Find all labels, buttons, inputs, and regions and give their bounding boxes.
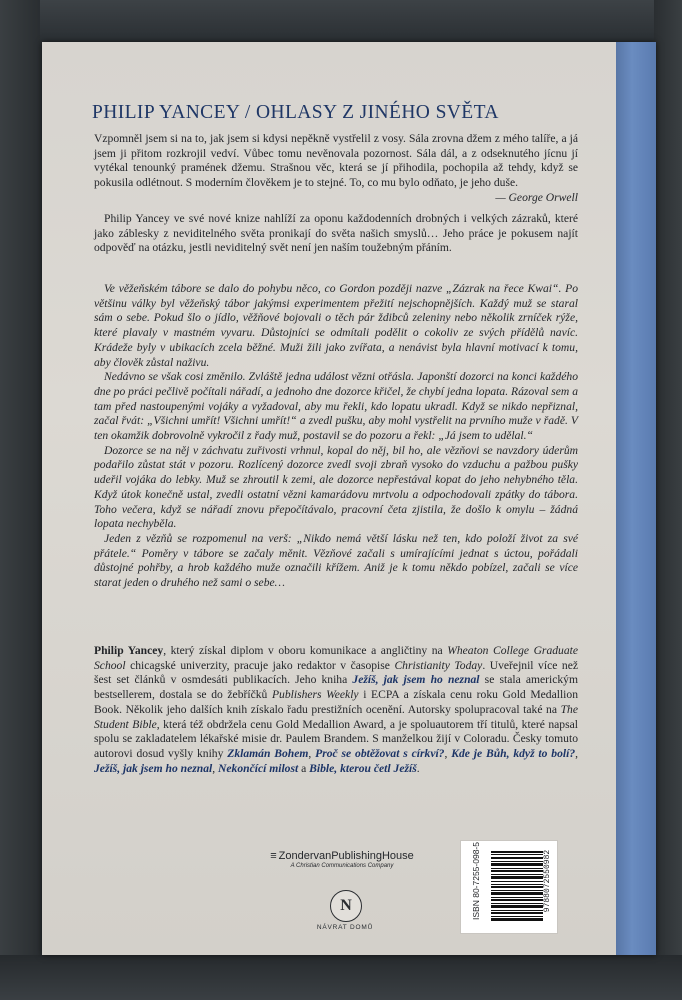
background-left [0, 0, 40, 1000]
background-top [0, 0, 682, 40]
quote-author: — George Orwell [495, 190, 578, 204]
publisher-logo [232, 850, 452, 869]
book-back-cover [42, 42, 656, 955]
navrat-domu-logo: N [330, 890, 362, 922]
navrat-domu-text: NÁVRAT DOMŮ [316, 924, 374, 931]
publisher-name: ZondervanPublishingHouse [278, 850, 414, 862]
background-right [654, 0, 682, 1000]
background-bottom [0, 955, 682, 1000]
excerpt-paragraph-3: Dozorce se na něj v záchvatu zuřivosti vrhnul, kopal do něj, bil ho, ale vězňovi se navzdory úderům podařilo zůstat stát v pozoru. Rozlícený dozorce zvedl svoji zbraň vysoko do vzduchu a pažbou pušky udeřil vojáka do lebky. Muž se zhroutil k zemi, ale dozorce nepřestával kopat do jeho nehybného těla. Když útok konečně ustal, zvedli ostatní vězni kamarádovu mrtvolu a odpochodovali zpátky do tábora. Toho večera, když se nářadí znovu přepočítávalo, pracovní četa zjistila, že došlo k omylu – žádná lopata nechyběla. [94, 443, 578, 531]
barcode-panel [460, 840, 558, 934]
excerpt-block [94, 282, 578, 591]
bio-text: Philip Yancey, který získal diplom v oboru komunikace a angličtiny na Wheaton College Graduate School chicagské univerzity, pracuje jako redaktor v časopise Christianity Today. Uveřejnil více než šest set článků v osmdesáti publikacích. Jeho kniha Ježíš, jak jsem ho neznal se stala americkým bestsellerem, dostala se do žebříčků Publishers Weekly i ECPA a získala cenu roku Gold Medallion Book. Několik jeho dalších knih získalo řadu prestižních ocenění. Autorsky spolupracoval také na The Student Bible, která též obdržela cenu Gold Medallion Award, a je spoluautorem tří titulů, které napsal spolu se zakladatelem lékařské misie dr. Paulem Brandem. S manželkou žijí v Coloradu. Česky tomuto autorovi dosud vyšly knihy Zklamán Bohem, Proč se obtěžovat s církví?, Kde je Bůh, když to bolí?, Ježíš, jak jsem ho neznal, Nekončící milost a Bible, kterou četl Ježíš. [94, 644, 579, 775]
excerpt-paragraph-2: Nedávno se však cosi změnilo. Zvláště jedna událost vězni otřásla. Japonští dozorci na konci každého dne po práci pečlivě počítali nářadí, a jednoho dne dozorce křičel, že chybí jedna lopata. Rázoval sem a tam před nastoupenými vojáky a vyžadoval, aby mu řekli, kdo lopatu ukradl. Když se nikdo nepřiznal, začal řvát: „Všichni umřít! Všichni umřít!“ a zvedl pušku, aby mohl vystřelit na prvního muže v řadě. V ten okamžik dobrovolně vykročil z řady muž, postavil se do pozoru a řekl: „Já jsem to udělal.“ [94, 370, 578, 443]
author-bio [94, 644, 578, 776]
excerpt-paragraph-1: Ve věžeňském tábore se dalo do pohybu něco, co Gordon později nazve „Zázrak na řece Kwai“. Po většinu války byl věžeňský tábor jakýmsi experimentem přežití nejschopnějších. Každý muž se staral sám o sebe. Pokud šlo o jídlo, věžňové bojovali o těch pár ždibců zeleniny nebo několik zrníček rýže, které plavaly v mastném vyvaru. Důstojníci se odmítali podělit o cokoliv ze svých přídělů navíc. Krádeže byly v ubikacích zcela běžné. Muži žili jako zvířata, a nenávist byla hlavní motivací k tomu, aby člověk zůstal naživu. [94, 282, 578, 369]
blue-spine-band [616, 42, 656, 955]
publisher-subtitle: A Christian Communications Company [290, 863, 394, 869]
intro-text: Philip Yancey ve své nové knize nahlíží za oponu každodenních drobných i velkých zázraků, které jako záblesky z neviditelného světa pronikají do světa našich smyslů… Jeho práce je pokusem najít odpověď na otázku, jestli neviditelný svět není jen naším toužebným přáním. [94, 212, 578, 255]
intro-block [94, 212, 578, 256]
excerpt-paragraph-4: Jeden z vězňů se rozpomenul na verš: „Nikdo nemá větší lásku než ten, kdo položí život za své přátele.“ Poměry v tábore se začaly měnit. Vězňové začali s umírajícími jednat s úctou, pořádali důstojné pohřby, a hrob každého muže označili křížem. Aniž je k tomu někdo pobízel, začali se více starat jeden o druhého než sami o sebe… [94, 531, 578, 590]
isbn-text: ISBN 80-7255-098-5 [471, 842, 481, 920]
quote-block [94, 132, 578, 206]
barcode-number: 9788072550982 [543, 849, 552, 913]
zondervan-mark-icon: ≡ [270, 850, 277, 862]
barcode-bars [491, 851, 543, 921]
book-title: PHILIP YANCEY / OHLASY Z JINÉHO SVĚTA [92, 102, 499, 123]
quote-text: Vzpomněl jsem si na to, jak jsem si kdysi nepěkně vystřelil z vosy. Sála zrovna džem z mého talíře, a já jsem ji přitom rozkrojil vedví. Vůbec tomu nevěnovala pozornost. Sála dál, a z odseknutého jícnu jí vytékal tenounký pramének džemu. Strašnou věc, která se jí přihodila, pochopila až tehdy, když se pokusila odlétnout. S moderním člověkem je to stejné. To, co mu bylo odňato, je jeho duše. [94, 132, 578, 190]
